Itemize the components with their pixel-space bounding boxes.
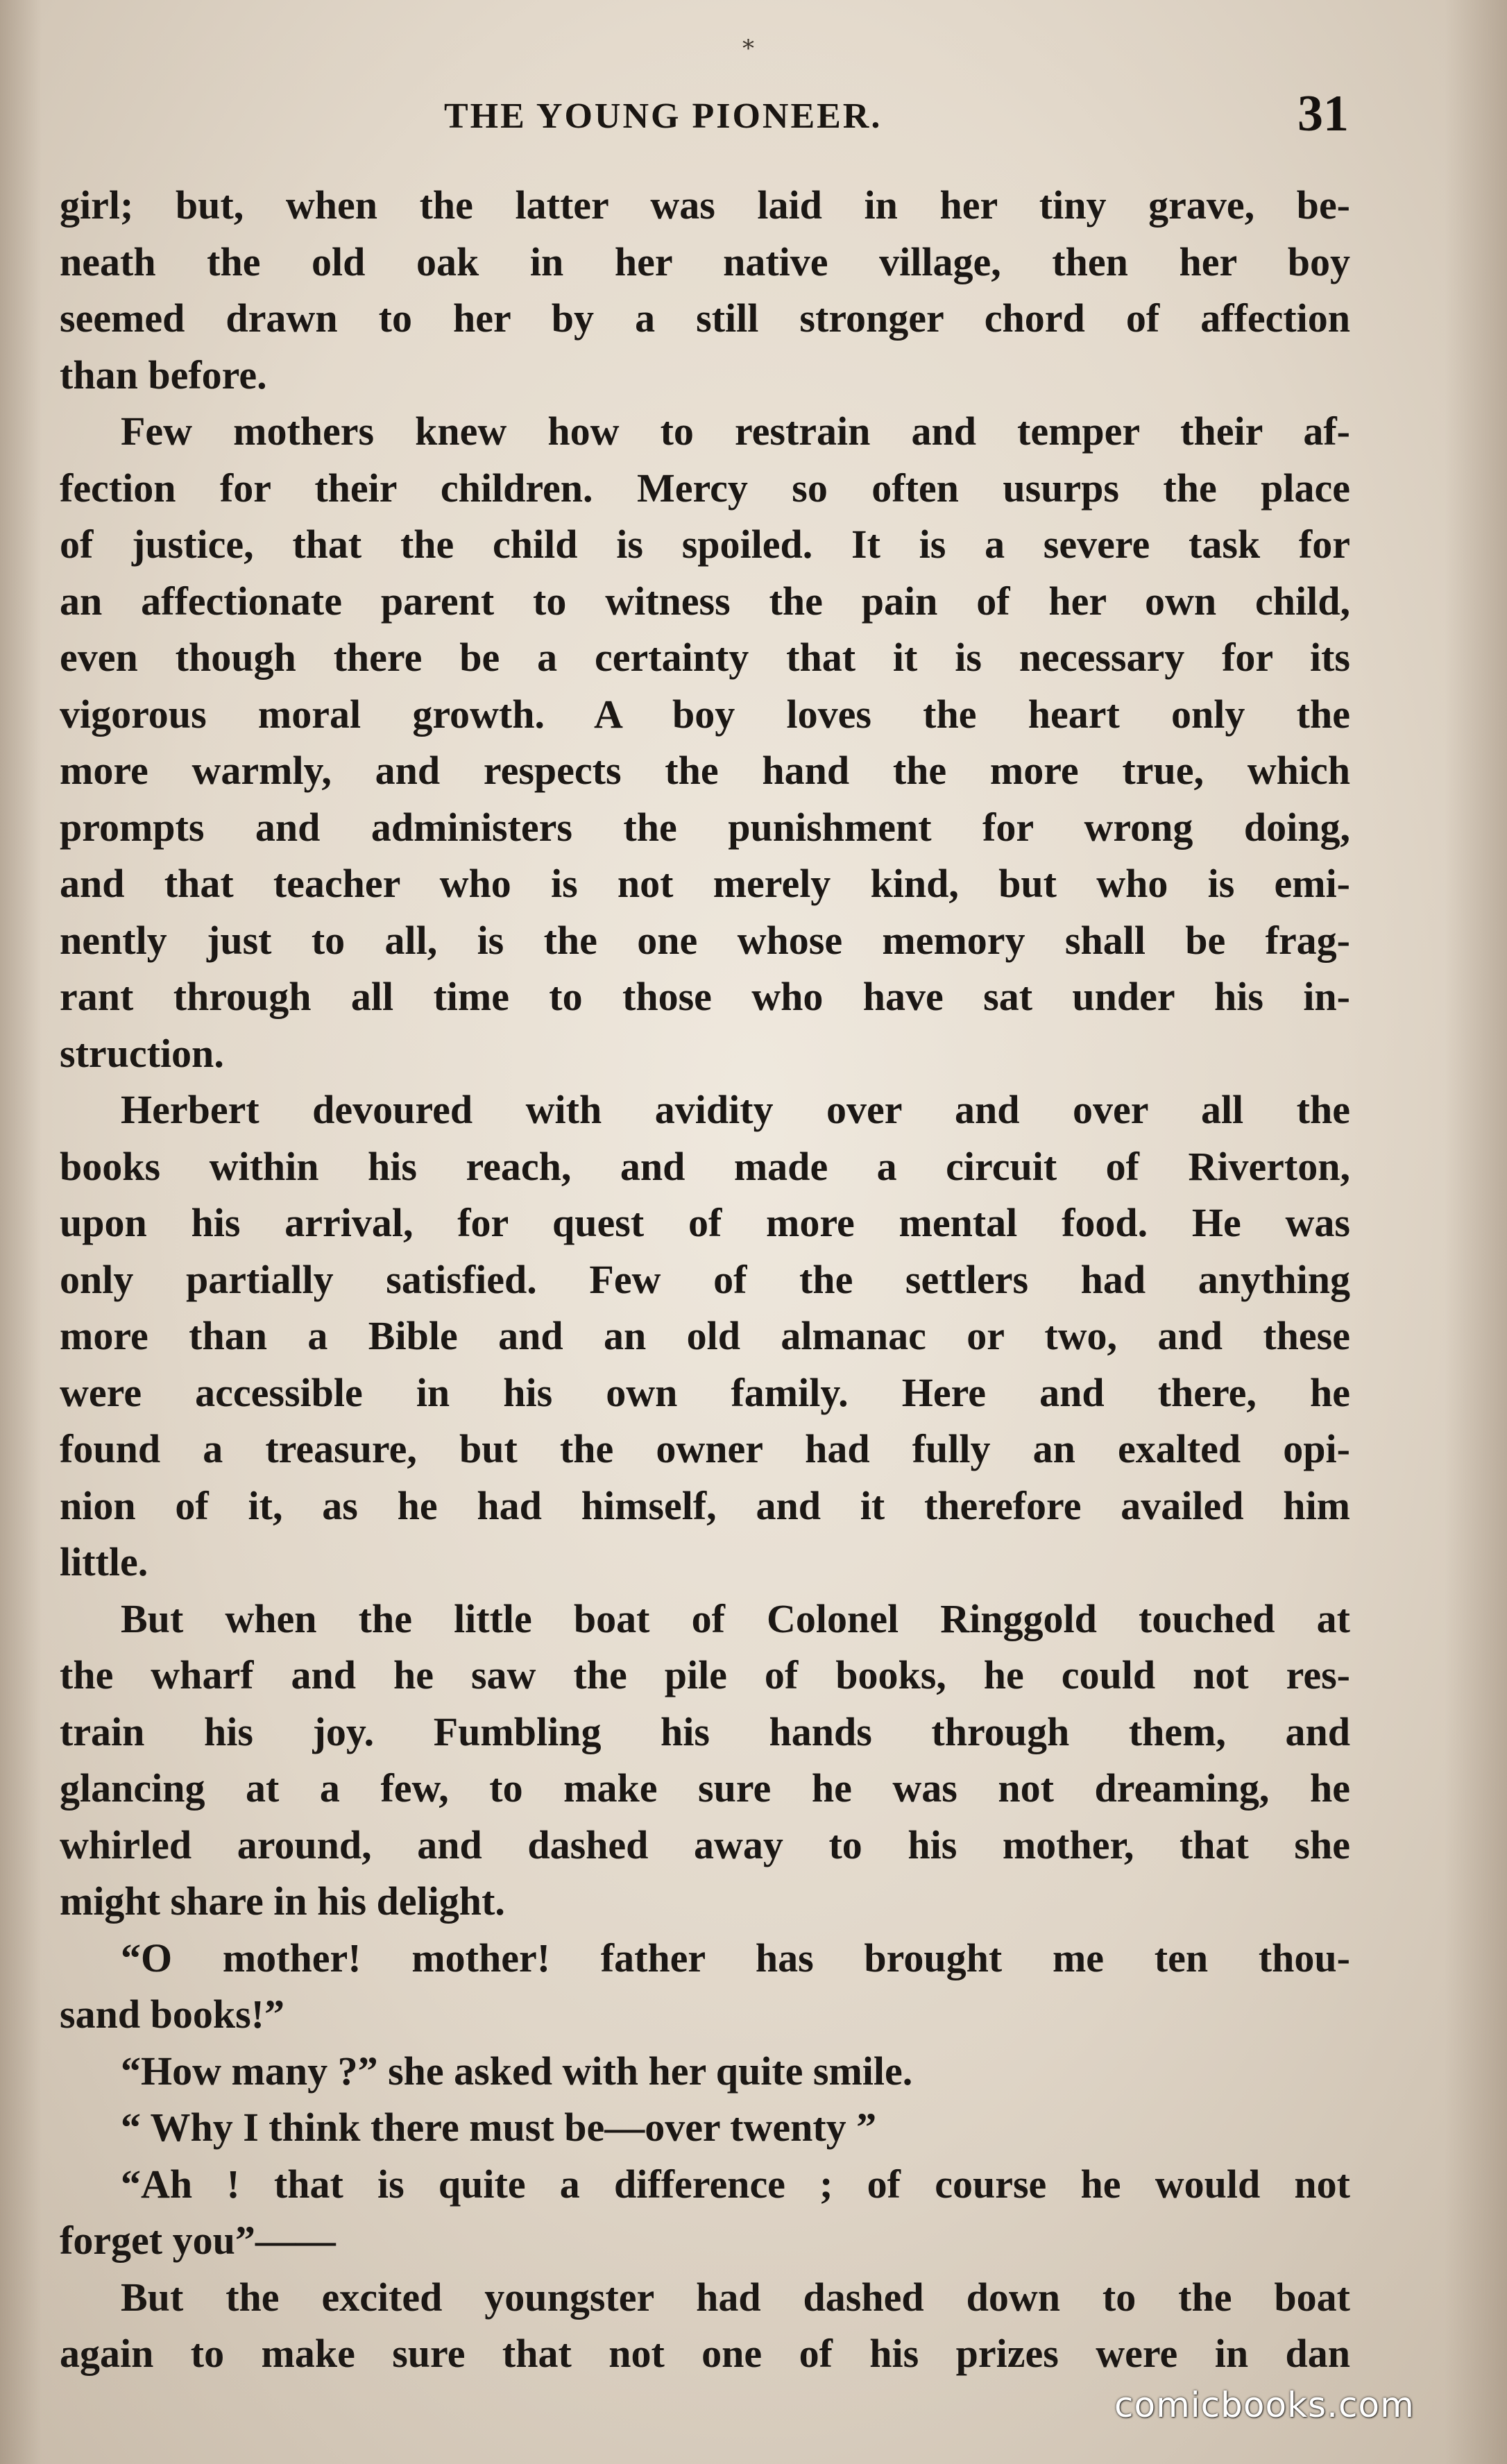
text-line: again to make sure that not one of his prizes were in dan — [60, 2331, 1350, 2376]
page-number: 31 — [1297, 85, 1349, 142]
text-line: fection for their children. Mercy so often usurps the place — [60, 465, 1350, 511]
text-line: might share in his delight. — [60, 1879, 505, 1924]
text-line: Few mothers knew how to restrain and temper their af- — [121, 409, 1350, 454]
header-ornament: * — [742, 35, 754, 62]
text-line: and that teacher who is not merely kind, but who is emi- — [60, 861, 1350, 906]
text-line: sand books!” — [60, 1992, 284, 2037]
text-line: forget you”—— — [60, 2218, 336, 2263]
text-line: than before. — [60, 352, 267, 397]
text-line: glancing at a few, to make sure he was not dreaming, he — [60, 1765, 1350, 1811]
running-title: THE YOUNG PIONEER. — [444, 96, 883, 136]
text-line: the wharf and he saw the pile of books, he could not res- — [60, 1652, 1350, 1697]
text-line: But when the little boat of Colonel Ringgold touched at — [121, 1595, 1350, 1641]
text-line: nion of it, as he had himself, and it therefore availed him — [60, 1482, 1350, 1528]
text-line: “How many ?” she asked with her quite smile. — [121, 2048, 913, 2094]
text-line: struction. — [60, 1030, 224, 1076]
text-line: seemed drawn to her by a still stronger chord of affection — [60, 296, 1350, 341]
text-line: prompts and administers the punishment for wrong doing, — [60, 804, 1350, 850]
text-line: Herbert devoured with avidity over and over all the — [121, 1087, 1350, 1132]
text-line: more than a Bible and an old almanac or two, and these — [60, 1313, 1350, 1358]
page-body-text — [60, 177, 1350, 2382]
text-line: found a treasure, but the owner had fully an exalted opi- — [60, 1426, 1350, 1471]
text-line: books within his reach, and made a circuit of Riverton, — [60, 1143, 1350, 1189]
text-line: even though there be a certainty that it is necessary for its — [60, 635, 1350, 680]
text-line: rant through all time to those who have sat under his in- — [60, 974, 1350, 1019]
text-line: train his joy. Fumbling his hands through them, and — [60, 1709, 1350, 1754]
text-line: only partially satisfied. Few of the settlers had anything — [60, 1256, 1350, 1302]
text-line: girl; but, when the latter was laid in her tiny grave, be- — [60, 182, 1350, 228]
text-line: “Ah ! that is quite a difference ; of course he would not — [121, 2161, 1350, 2207]
text-line: vigorous moral growth. A boy loves the heart only the — [60, 691, 1350, 737]
text-line: “ Why I think there must be—over twenty ” — [121, 2105, 877, 2150]
text-line: more warmly, and respects the hand the more true, which — [60, 748, 1350, 793]
site-watermark: comicbooks.com — [1114, 2385, 1415, 2425]
text-line: whirled around, and dashed away to his mother, that she — [60, 1822, 1350, 1867]
text-line: “O mother! mother! father has brought me ten thou- — [121, 1935, 1350, 1980]
text-line: were accessible in his own family. Here and there, he — [60, 1369, 1350, 1415]
text-line: But the excited youngster had dashed down to the boat — [121, 2274, 1350, 2320]
text-line: upon his arrival, for quest of more mental food. He was — [60, 1200, 1350, 1245]
text-line: little. — [60, 1539, 148, 1584]
text-line: of justice, that the child is spoiled. It is a severe task for — [60, 522, 1350, 567]
text-line: neath the old oak in her native village, then her boy — [60, 239, 1350, 284]
text-line: nently just to all, is the one whose memory shall be frag- — [60, 917, 1350, 963]
text-line: an affectionate parent to witness the pain of her own child, — [60, 578, 1350, 624]
